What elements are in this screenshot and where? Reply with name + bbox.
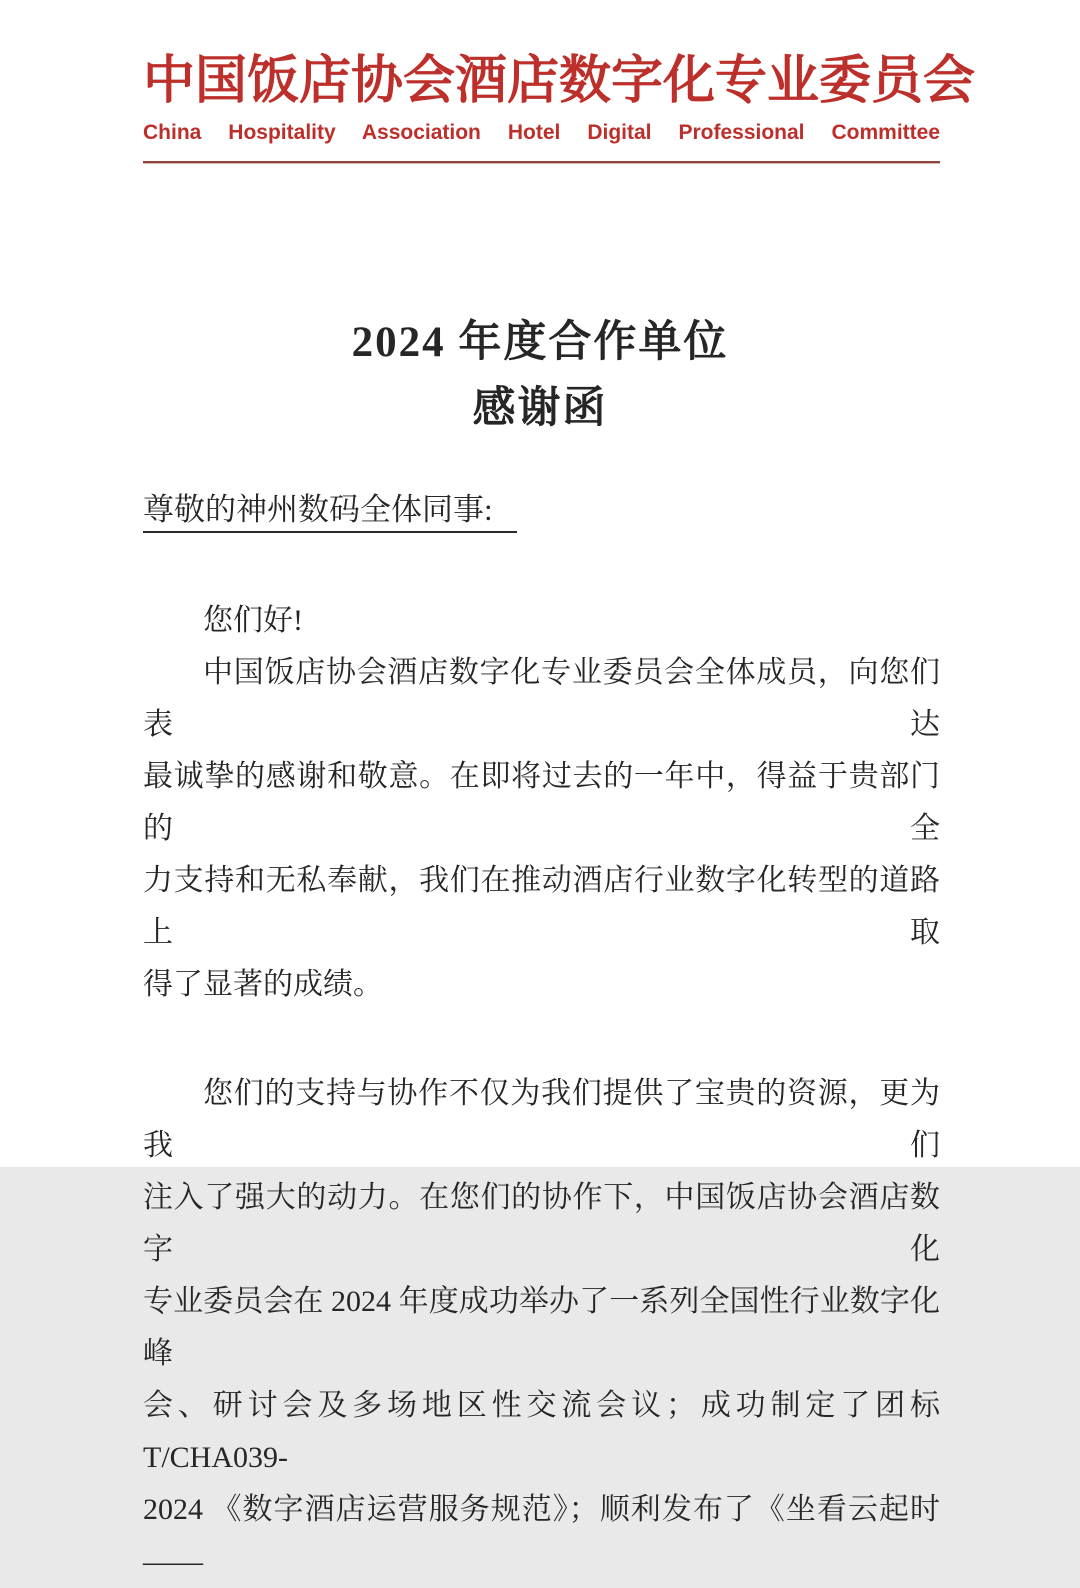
letter-title (0, 310, 1080, 442)
paragraph-1-line-4: 得了显著的成绩。 (143, 968, 383, 1001)
letter-title-line-1: 2024 年度合作单位 (351, 319, 729, 366)
letterhead-divider (143, 161, 940, 164)
letter-body (0, 595, 1080, 1588)
paragraph-2-line-5: 2024 《数字酒店运营服务规范》；顺利发布了《坐看云起时—— (143, 1493, 940, 1578)
letterhead (0, 0, 1080, 164)
paragraph-1-line-3: 力支持和无私奉献，我们在推动酒店行业数字化转型的道路上取 (143, 864, 940, 949)
letter-title-line-2: 感谢函 (472, 385, 608, 432)
paragraph-2 (143, 1068, 940, 1588)
paragraph-1-line-2: 最诚挚的感谢和敬意。在即将过去的一年中，得益于贵部门的全 (143, 760, 940, 845)
org-name-chinese: 中国饭店协会酒店数字化专业委员会 (143, 53, 976, 110)
org-name-english: China Hospitality Association Hotel Digital Professional Committee (143, 121, 940, 144)
salutation-row (0, 490, 1080, 533)
salutation: 尊敬的神州数码全体同事: (143, 490, 517, 533)
paragraph-1 (143, 647, 940, 1011)
paragraph-2-line-2: 注入了强大的动力。在您们的协作下，中国饭店协会酒店数字化 (143, 1181, 940, 1266)
paragraph-2-line-3: 专业委员会在 2024 年度成功举办了一系列全国性行业数字化峰 (143, 1285, 940, 1370)
paragraph-2-line-1: 您们的支持与协作不仅为我们提供了宝贵的资源，更为我们 (143, 1077, 940, 1162)
greeting-line: 您们好! (203, 604, 303, 637)
paragraph-2-line-4: 会、研讨会及多场地区性交流会议；成功制定了团标 T/CHA039- (143, 1389, 940, 1474)
paragraph-1-line-1: 中国饭店协会酒店数字化专业委员会全体成员，向您们表达 (143, 656, 940, 741)
